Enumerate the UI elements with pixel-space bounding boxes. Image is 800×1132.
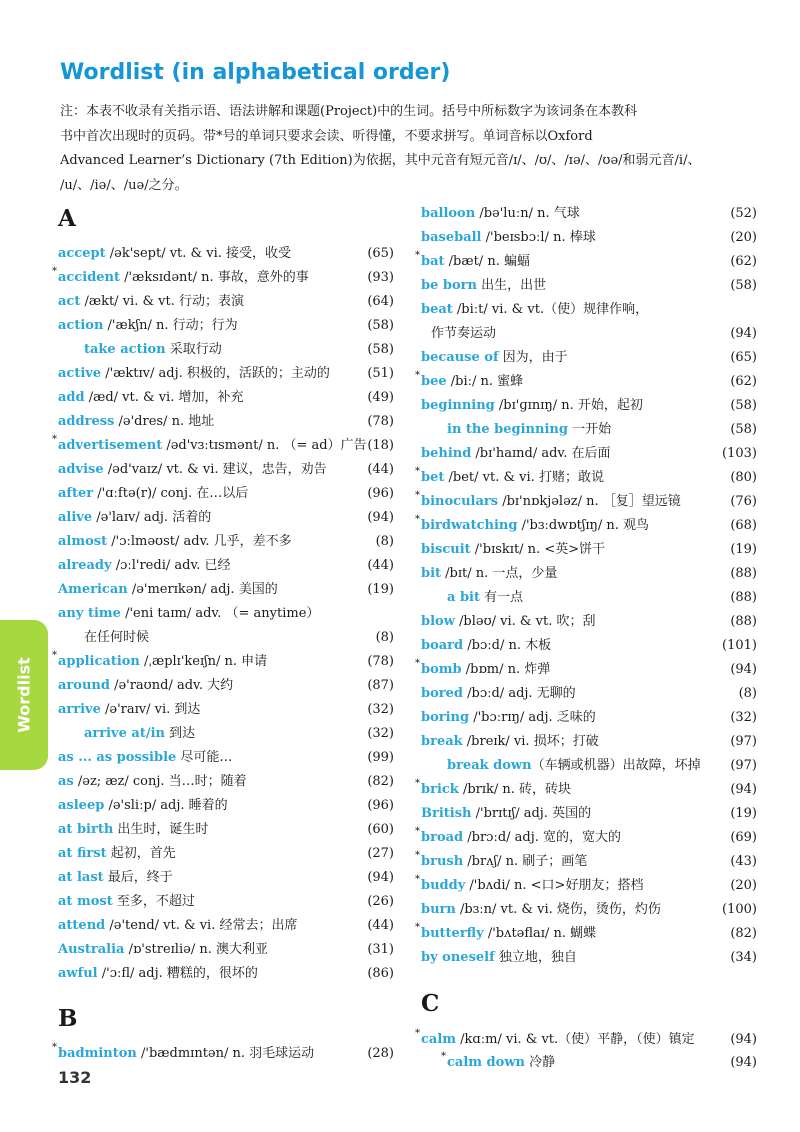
entry-word: birdwatching [421, 518, 518, 533]
wordlist-entry [415, 850, 757, 873]
entry-page: (88) [730, 614, 757, 629]
wordlist-entry [58, 387, 394, 409]
wordlist-entry [58, 747, 394, 769]
entry-page: (88) [730, 590, 757, 605]
wordlist-entry [58, 675, 394, 697]
entry-word: bit [421, 566, 442, 581]
entry-definition: 尽可能… [176, 750, 233, 765]
entry-word: as [58, 774, 74, 789]
entry-definition: /əz; æz/ conj. 当…时；随着 [73, 774, 247, 789]
entry-definition: /bet/ vt. & vi. 打赌；敢说 [444, 470, 604, 485]
entry-word: at most [58, 894, 113, 909]
entry-word: arrive at/in [84, 726, 165, 741]
entry-page: (76) [730, 494, 757, 509]
entry-page: (26) [367, 894, 394, 909]
entry-definition: /bɪ'nɒkjələz/ n. ［复］望远镜 [498, 494, 681, 509]
entry-word: calm [421, 1032, 457, 1047]
wordlist-entry [58, 603, 394, 625]
wordlist-entry [84, 723, 394, 745]
entry-word: in the beginning [447, 422, 568, 437]
star-marker: * [415, 922, 420, 933]
entry-page: (32) [730, 710, 757, 725]
page-title: Wordlist (in alphabetical order) [60, 60, 451, 85]
entry-definition: 起初，首先 [106, 846, 176, 861]
wordlist-entry [58, 363, 394, 385]
entry-word: bomb [421, 662, 462, 677]
wordlist-entry [421, 947, 757, 969]
wordlist-entry [447, 755, 757, 777]
wordlist-entry [421, 731, 757, 753]
entry-word: add [58, 390, 85, 405]
entry-page: (20) [730, 230, 757, 245]
entry-word: binoculars [421, 494, 499, 509]
wordlist-entry [421, 203, 757, 225]
wordlist-entry [447, 587, 757, 609]
wordlist-entry [58, 939, 394, 961]
entry-word: bat [421, 254, 445, 269]
entry-page: (20) [730, 878, 757, 893]
entry-page: (44) [367, 918, 394, 933]
entry-word: buddy [421, 878, 466, 893]
entry-word: asleep [58, 798, 105, 813]
wordlist-entry [58, 819, 394, 841]
entry-definition: （车辆或机器）出故障，坏掉 [531, 758, 701, 773]
entry-word: badminton [58, 1046, 137, 1061]
entry-word: brick [421, 782, 459, 797]
wordlist-entry [58, 843, 394, 865]
entry-word: because of [421, 350, 499, 365]
entry-definition: /ə'sliːp/ adj. 睡着的 [104, 798, 228, 813]
entry-word: by oneself [421, 950, 495, 965]
entry-word: accident [58, 270, 121, 285]
wordlist-entry [421, 395, 757, 417]
entry-page: (34) [730, 950, 757, 965]
wordlist-entry [415, 370, 757, 393]
entry-page: (101) [722, 638, 757, 653]
star-marker: * [52, 266, 57, 277]
wordlist-entry [58, 483, 394, 505]
entry-word: advertisement [58, 438, 163, 453]
entry-page: (27) [367, 846, 394, 861]
entry-definition: /ə'dres/ n. 地址 [114, 414, 215, 429]
entry-definition: /brɔːd/ adj. 宽的，宽大的 [463, 830, 622, 845]
wordlist-entry [415, 1028, 757, 1051]
entry-definition: /'brɪtɪʃ/ adj. 英国的 [471, 806, 592, 821]
entry-page: (99) [367, 750, 394, 765]
entry-definition: 最后，终于 [103, 870, 173, 885]
entry-definition: /'bɪskɪt/ n. <英>饼干 [470, 542, 606, 557]
entry-definition: /bɪt/ n. 一点，少量 [441, 566, 558, 581]
star-marker: * [415, 778, 420, 789]
note-line-3: Advanced Learner’s Dictionary (7th Edition)为依据，其中元音有短元音/ɪ/、/ʊ/、/ɪə/、/ʊə/和弱元音/i/、 [60, 153, 701, 168]
wordlist-entry [421, 227, 757, 249]
entry-definition: /kɑːm/ vi. & vt.（使）平静，（使）镇定 [456, 1032, 695, 1047]
entry-definition: /'bɔːrɪŋ/ adj. 乏味的 [469, 710, 596, 725]
entry-definition: /ə'laɪv/ adj. 活着的 [92, 510, 212, 525]
entry-word: behind [421, 446, 472, 461]
star-marker: * [415, 1028, 420, 1039]
entry-definition: /bə'luːn/ n. 气球 [475, 206, 580, 221]
entry-page: (88) [730, 566, 757, 581]
entry-definition: /bɪ'haɪnd/ adv. 在后面 [471, 446, 611, 461]
entry-definition: 冷静 [524, 1055, 556, 1070]
entry-word: after [58, 486, 94, 501]
note-line-2: 书中首次出现时的页码。带*号的单词只要求会读、听得懂，不要求拼写。单词音标以Oxford [60, 128, 593, 144]
entry-definition: 出生时，诞生时 [113, 822, 209, 837]
wordlist-entry [58, 963, 394, 985]
entry-page: (8) [375, 630, 394, 645]
wordlist-entry [58, 291, 394, 313]
wordlist-entry [58, 507, 394, 529]
entry-page: (78) [367, 414, 394, 429]
wordlist-entry [421, 275, 757, 297]
entry-definition: /brɪk/ n. 砖，砖块 [458, 782, 572, 797]
wordlist-entry [84, 339, 394, 361]
entry-definition: /'bʌdi/ n. <口>好朋友；搭档 [465, 878, 644, 893]
star-marker: * [415, 658, 420, 669]
wordlist-entry [84, 627, 394, 649]
star-marker: * [415, 826, 420, 837]
entry-word: arrive [58, 702, 101, 717]
entry-word: calm down [447, 1055, 525, 1070]
entry-page: (28) [367, 1046, 394, 1061]
star-marker: * [415, 874, 420, 885]
entry-definition: /bɔːd/ adj. 无聊的 [462, 686, 576, 701]
wordlist-entry [52, 434, 394, 457]
entry-definition: /ək'sept/ vt. & vi. 接受，收受 [105, 246, 292, 261]
wordlist-entry [441, 1051, 757, 1074]
wordlist-entry [52, 1042, 394, 1065]
entry-definition: 在任何时候 [84, 630, 150, 645]
side-tab-label: Wordlist [14, 657, 34, 733]
entry-word: baseball [421, 230, 482, 245]
entry-page: (18) [367, 438, 394, 453]
entry-definition: /ækt/ vi. & vt. 行动；表演 [80, 294, 244, 309]
star-marker: * [415, 514, 420, 525]
entry-definition: /'bʌtəflaɪ/ n. 蝴蝶 [483, 926, 597, 941]
entry-page: (31) [367, 942, 394, 957]
star-marker: * [52, 650, 57, 661]
entry-page: (94) [730, 326, 757, 341]
entry-word: burn [421, 902, 456, 917]
entry-word: Australia [58, 942, 125, 957]
intro-note [60, 100, 765, 198]
entry-word: British [421, 806, 472, 821]
entry-definition: /'æktɪv/ adj. 积极的，活跃的；主动的 [101, 366, 330, 381]
entry-definition: 有一点 [479, 590, 524, 605]
entry-word: almost [58, 534, 108, 549]
wordlist-entry [421, 635, 757, 657]
wordlist-entry [415, 514, 757, 537]
wordlist-entry [415, 250, 757, 273]
entry-definition: 一开始 [567, 422, 612, 437]
wordlist-entry [421, 803, 757, 825]
entry-word: active [58, 366, 102, 381]
entry-definition: /bɒm/ n. 炸弹 [461, 662, 551, 677]
entry-page: (19) [367, 582, 394, 597]
wordlist-entry [421, 539, 757, 561]
wordlist-entry [52, 650, 394, 673]
wordlist-entry [52, 266, 394, 289]
entry-word: bored [421, 686, 463, 701]
entry-page: (94) [367, 870, 394, 885]
entry-word: alive [58, 510, 93, 525]
wordlist-entry [415, 826, 757, 849]
entry-page: (87) [367, 678, 394, 693]
entry-definition: /'bædmɪntən/ n. 羽毛球运动 [136, 1046, 315, 1061]
wordlist-entry [58, 555, 394, 577]
entry-definition: /bɪ'ɡɪnɪŋ/ n. 开始，起初 [494, 398, 643, 413]
entry-page: (19) [730, 806, 757, 821]
entry-definition: 到达 [164, 726, 196, 741]
entry-page: (86) [367, 966, 394, 981]
entry-page: (94) [730, 1055, 757, 1070]
entry-definition: /ɔːl'redi/ adv. 已经 [111, 558, 231, 573]
entry-page: (52) [730, 206, 757, 221]
entry-page: (8) [738, 686, 757, 701]
entry-word: act [58, 294, 81, 309]
entry-word: advise [58, 462, 104, 477]
wordlist-entry [415, 874, 757, 897]
entry-definition: /ɒ'streɪliə/ n. 澳大利亚 [124, 942, 268, 957]
entry-word: brush [421, 854, 464, 869]
star-marker: * [441, 1051, 446, 1062]
entry-word: attend [58, 918, 106, 933]
entry-word: already [58, 558, 112, 573]
wordlist-entry [58, 531, 394, 553]
entry-word: as ... as possible [58, 750, 177, 765]
entry-page: (96) [367, 486, 394, 501]
entry-word: balloon [421, 206, 476, 221]
entry-page: (94) [730, 1032, 757, 1047]
wordlist-entry [421, 443, 757, 465]
entry-page: (82) [367, 774, 394, 789]
entry-word: board [421, 638, 464, 653]
entry-word: around [58, 678, 110, 693]
entry-definition: 因为，由于 [498, 350, 568, 365]
entry-page: (97) [730, 758, 757, 773]
entry-definition: /bɔːd/ n. 木板 [463, 638, 552, 653]
entry-page: (64) [367, 294, 394, 309]
wordlist-entry [415, 922, 757, 945]
entry-page: (82) [730, 926, 757, 941]
entry-word: beat [421, 302, 453, 317]
wordlist-entry [421, 899, 757, 921]
star-marker: * [52, 434, 57, 445]
entry-page: (58) [730, 398, 757, 413]
entry-word: broad [421, 830, 464, 845]
star-marker: * [415, 490, 420, 501]
entry-page: (94) [730, 782, 757, 797]
entry-definition: /æd/ vt. & vi. 增加，补充 [84, 390, 244, 405]
section-heading-c: C [421, 990, 440, 1017]
entry-definition: 出生，出世 [476, 278, 547, 293]
wordlist-entry [58, 579, 394, 601]
entry-definition: /'beɪsbɔːl/ n. 棒球 [481, 230, 596, 245]
entry-definition: /'eni taɪm/ adv. （= anytime） [120, 606, 320, 621]
entry-page: (96) [367, 798, 394, 813]
entry-word: American [58, 582, 128, 597]
entry-page: (69) [730, 830, 757, 845]
entry-page: (60) [367, 822, 394, 837]
entry-word: be born [421, 278, 477, 293]
entry-definition: /biːt/ vi. & vt.（使）规律作响， [452, 302, 649, 317]
entry-word: boring [421, 710, 470, 725]
entry-definition: /brʌʃ/ n. 刷子；画笔 [463, 854, 588, 869]
entry-word: at first [58, 846, 107, 861]
wordlist-entry [58, 891, 394, 913]
section-heading-b: B [58, 1005, 78, 1032]
entry-definition: /bæt/ n. 蝙蝠 [444, 254, 530, 269]
wordlist-entry [415, 466, 757, 489]
wordlist-entry [431, 323, 757, 345]
entry-definition: /bləʊ/ vi. & vt. 吹；刮 [454, 614, 596, 629]
section-heading-a: A [58, 205, 76, 232]
entry-page: (94) [730, 662, 757, 677]
entry-page: (58) [367, 318, 394, 333]
entry-definition: 至多，不超过 [112, 894, 195, 909]
star-marker: * [415, 850, 420, 861]
entry-page: (51) [367, 366, 394, 381]
star-marker: * [52, 1042, 57, 1053]
wordlist-entry [421, 347, 757, 369]
entry-word: awful [58, 966, 98, 981]
entry-definition: /'ɑːftə(r)/ conj. 在…以后 [93, 486, 249, 501]
entry-page: (65) [730, 350, 757, 365]
entry-definition: /əd'vɜːtɪsmənt/ n. （= ad）广告 [162, 438, 367, 453]
wordlist-entry [58, 459, 394, 481]
wordlist-entry [447, 419, 757, 441]
entry-word: beginning [421, 398, 495, 413]
entry-page: (49) [367, 390, 394, 405]
wordlist-entry [421, 299, 757, 321]
entry-definition: 作节奏运动 [431, 326, 497, 341]
entry-page: (93) [367, 270, 394, 285]
wordlist-entry [58, 699, 394, 721]
entry-page: (62) [730, 254, 757, 269]
wordlist-entry [421, 707, 757, 729]
entry-page: (80) [730, 470, 757, 485]
entry-page: (100) [722, 902, 757, 917]
star-marker: * [415, 250, 420, 261]
wordlist-entry [58, 795, 394, 817]
star-marker: * [415, 466, 420, 477]
entry-word: bee [421, 374, 447, 389]
entry-page: (19) [730, 542, 757, 557]
entry-word: blow [421, 614, 455, 629]
entry-page: (32) [367, 726, 394, 741]
entry-word: take action [84, 342, 166, 357]
entry-page: (68) [730, 518, 757, 533]
entry-definition: /'bɜːdwɒtʃɪŋ/ n. 观鸟 [517, 518, 650, 533]
entry-definition: 独立地，独自 [494, 950, 577, 965]
entry-word: at birth [58, 822, 114, 837]
page-number: 132 [58, 1068, 92, 1087]
entry-page: (8) [375, 534, 394, 549]
wordlist-entry [58, 867, 394, 889]
entry-page: (97) [730, 734, 757, 749]
entry-definition: /'ækʃn/ n. 行动；行为 [103, 318, 238, 333]
entry-definition: /bɜːn/ vt. & vi. 烧伤，烫伤，灼伤 [455, 902, 661, 917]
entry-word: action [58, 318, 104, 333]
entry-word: butterfly [421, 926, 484, 941]
entry-definition: /'ɔːfl/ adj. 糟糕的，很坏的 [97, 966, 258, 981]
star-marker: * [415, 370, 420, 381]
entry-word: accept [58, 246, 106, 261]
wordlist-entry [58, 411, 394, 433]
entry-page: (32) [367, 702, 394, 717]
wordlist-entry [58, 243, 394, 265]
entry-definition: /'ɔːlməʊst/ adv. 几乎，差不多 [107, 534, 292, 549]
wordlist-entry [421, 563, 757, 585]
entry-definition: /ə'raʊnd/ adv. 大约 [109, 678, 234, 693]
entry-definition: 采取行动 [165, 342, 222, 357]
entry-definition: /biː/ n. 蜜蜂 [446, 374, 524, 389]
entry-page: (78) [367, 654, 394, 669]
wordlist-entry [58, 915, 394, 937]
wordlist-entry [415, 490, 757, 513]
entry-definition: /əd'vaɪz/ vt. & vi. 建议，忠告，劝告 [103, 462, 327, 477]
entry-page: (58) [730, 278, 757, 293]
note-line-4: /u/、/iə/、/uə/之分。 [60, 177, 188, 193]
entry-definition: /ə'tend/ vt. & vi. 经常去；出席 [105, 918, 298, 933]
entry-definition: /ˌæplɪ'keɪʃn/ n. 申请 [139, 654, 268, 669]
entry-word: break [421, 734, 463, 749]
entry-word: at last [58, 870, 104, 885]
entry-definition: /ə'merɪkən/ adj. 美国的 [127, 582, 278, 597]
entry-word: application [58, 654, 140, 669]
wordlist-entry [415, 658, 757, 681]
entry-page: (62) [730, 374, 757, 389]
entry-word: address [58, 414, 115, 429]
wordlist-entry [58, 315, 394, 337]
entry-definition: /'æksɪdənt/ n. 事故，意外的事 [120, 270, 309, 285]
entry-page: (44) [367, 462, 394, 477]
wordlist-entry [58, 771, 394, 793]
entry-word: a bit [447, 590, 480, 605]
wordlist-entry [421, 611, 757, 633]
entry-word: break down [447, 758, 532, 773]
entry-page: (43) [730, 854, 757, 869]
entry-word: biscuit [421, 542, 471, 557]
entry-word: bet [421, 470, 445, 485]
entry-definition: /breɪk/ vi. 损坏；打破 [462, 734, 599, 749]
entry-page: (65) [367, 246, 394, 261]
entry-page: (44) [367, 558, 394, 573]
entry-page: (58) [730, 422, 757, 437]
entry-page: (58) [367, 342, 394, 357]
note-line-1: 注：本表不收录有关指示语、语法讲解和课题(Project)中的生词。括号中所标数字为该词条在本教科 [60, 104, 638, 119]
wordlist-entry [415, 778, 757, 801]
entry-page: (103) [722, 446, 757, 461]
entry-definition: /ə'raɪv/ vi. 到达 [100, 702, 201, 717]
entry-word: any time [58, 606, 121, 621]
wordlist-entry [421, 683, 757, 705]
entry-page: (94) [367, 510, 394, 525]
